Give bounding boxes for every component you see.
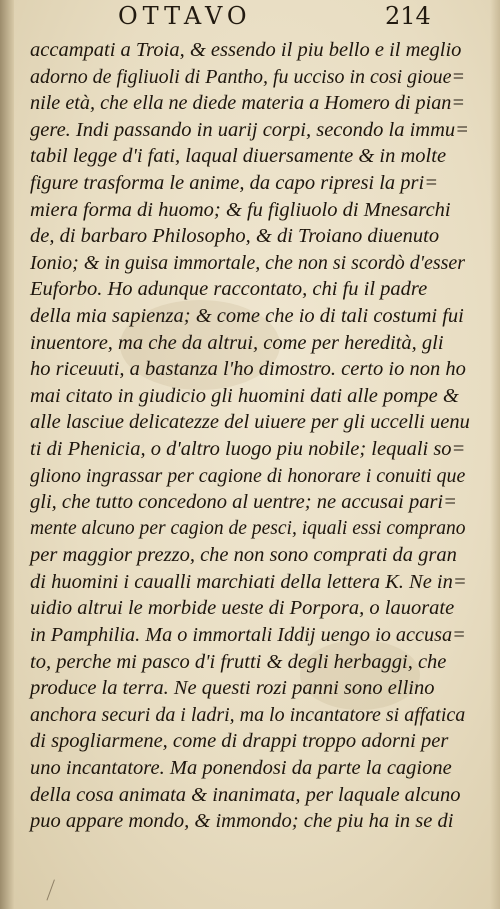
text-line: Euforbo. Ho adunque raccontato, chi fu il padre: [30, 278, 428, 301]
text-line: uidio altrui le morbide ueste di Porpora, o lauorate: [30, 597, 455, 620]
text-line: tabil legge d'i fati, laqual diuersamente & in molte: [30, 145, 447, 168]
text-line: ti di Phenicia, o d'altro luogo piu nobile; lequali so=: [30, 437, 466, 460]
page-number: 214: [385, 2, 431, 30]
text-line: della mia sapienza; & come che io di tali costumi fui: [30, 304, 464, 327]
text-line: in Pamphilia. Ma o immortali Iddij uengo io accusa=: [30, 624, 466, 647]
page-header: [0, 2, 500, 36]
text-line: ho riceuuti, a bastanza l'ho dimostro. certo io non ho: [30, 358, 466, 381]
running-title: OTTAVO: [118, 2, 252, 30]
text-line: miera forma di huomo; & fu figliuolo di Mnesarchi: [30, 198, 451, 221]
text-line: di huomini i caualli marchiati della lettera K. Ne in=: [30, 570, 467, 593]
text-line: Ionio; & in guisa immortale, che non si scordò d'esser: [30, 251, 466, 274]
text-line: gliono ingrassar per cagione di honorare i conuiti que: [30, 464, 466, 487]
text-line: per maggior prezzo, che non sono comprati da gran: [30, 544, 457, 567]
text-line: figure trasforma le anime, da capo ripresi la pri=: [30, 171, 439, 194]
text-line: to, perche mi pasco d'i frutti & degli herbaggi, che: [30, 650, 447, 673]
text-line: produce la terra. Ne questi rozi panni sono ellino: [30, 677, 435, 700]
text-line: mai citato in giudicio gli huomini dati alle pompe &: [30, 384, 459, 407]
text-line: di spogliarmene, come di drappi troppo adorni per: [30, 730, 449, 753]
ink-mark: [46, 879, 60, 902]
text-line: de, di barbaro Philosopho, & di Troiano diuenuto: [30, 225, 440, 248]
text-line: anchora securi da i ladri, ma lo incantatore si affatica: [30, 703, 466, 726]
text-line: nile età, che ella ne diede materia a Homero di pian=: [30, 92, 466, 115]
text-line: inuentore, ma che da altrui, come per heredità, gli: [30, 331, 444, 354]
text-line: adorno de figliuoli di Pantho, fu ucciso in cosi gioue=: [30, 65, 466, 88]
text-line: gere. Indi passando in uarij corpi, secondo la immu=: [30, 118, 469, 141]
body-text: [30, 37, 470, 835]
text-line: mente alcuno per cagion de pesci, iquali essi comprano: [30, 517, 466, 539]
text-line: puo appare mondo, & immondo; che piu ha in se di: [30, 810, 454, 833]
text-line: uno incantatore. Ma ponendosi da parte la cagione: [30, 757, 452, 780]
text-line: alle lasciue delicatezze del uiuere per gli uccelli uenu: [30, 411, 470, 434]
page-gutter-shadow: [0, 0, 14, 909]
text-line: accampati a Troia, & essendo il piu bello e il meglio: [30, 39, 462, 61]
text-line: gli, che tutto concedono al uentre; ne accusai pari=: [30, 491, 457, 514]
text-line: della cosa animata & inanimata, per laquale alcuno: [30, 783, 461, 806]
page-edge-shadow: [490, 0, 500, 909]
